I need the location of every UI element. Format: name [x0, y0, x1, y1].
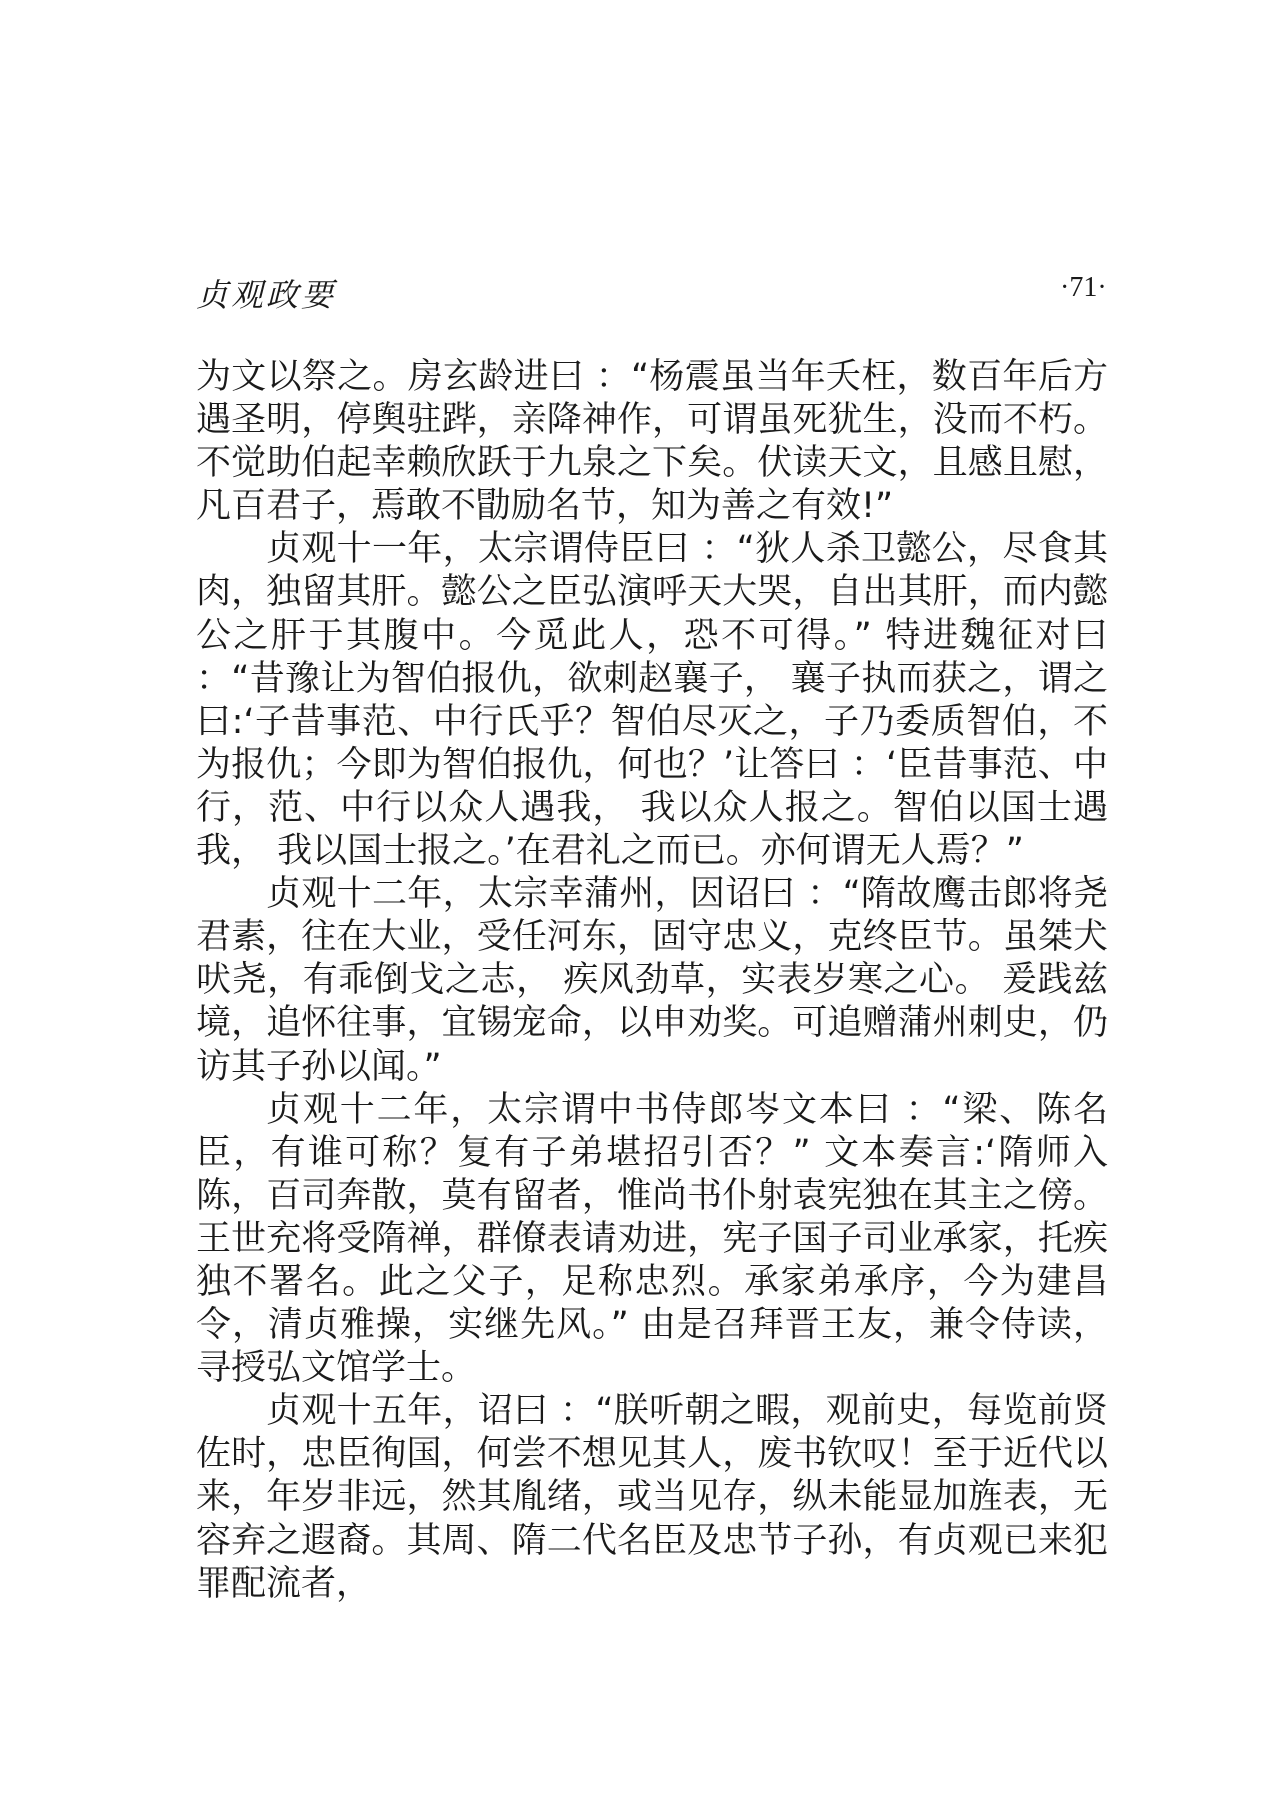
paragraph-continued: 为文以祭之。房玄龄进曰 ：“杨震虽当年夭枉，数百年后方遇圣明，停舆驻跸，亲降神作，可谓虽死犹生，没而不朽。不觉助伯起幸赖欣跃于九泉之下矣。伏读天文，且感且慰，凡百君子，焉敢不勖励名节，知为善之有效!” [196, 357, 1108, 527]
page-number: ·71· [1060, 272, 1107, 303]
running-title: 贞观政要 [196, 276, 337, 314]
paragraph-zhenguan-12-puzhou: 贞观十二年，太宗幸蒲州，因诏曰 ：“隋故鹰击郎将尧君素，往在大业，受任河东，固守忠义，克终臣节。虽桀犬吠尧，有乖倒戈之志， 疾风劲草，实表岁寒之心。 爰践兹境，追怀往事，宜锡宠命，以申劝奖。可追赠蒲州刺史，仍访其子孙以闻。” [196, 874, 1108, 1087]
paragraph-zhenguan-12-cenwenben: 贞观十二年，太宗谓中书侍郎岑文本曰 ：“梁、陈名臣，有谁可称？复有子弟堪招引否？” 文本奏言:‘隋师入陈，百司奔散，莫有留者，惟尚书仆射袁宪独在其主之傍。王世充将受隋禅，群僚表请劝进，宪子国子司业承家，托疾独不署名。此之父子，足称忠烈。承家弟承序，今为建昌令，清贞雅操，实继先风。” 由是召拜晋王友，兼令侍读，寻授弘文馆学士。 [196, 1089, 1108, 1389]
paragraph-zhenguan-15: 贞观十五年，诏曰 ：“朕听朝之暇，观前史，每览前贤佐时，忠臣徇国，何尝不想见其人，废书钦叹！至于近代以来，年岁非远，然其胤绪，或当见存，纵未能显加旌表，无容弃之遐裔。其周、隋二代名臣及忠节子孙，有贞观已来犯罪配流者， [196, 1391, 1108, 1604]
paragraph-zhenguan-11: 贞观十一年，太宗谓侍臣曰 ：“狄人杀卫懿公，尽食其肉，独留其肝。懿公之臣弘演呼天大哭，自出其肝，而内懿公之肝于其腹中。今觅此人，恐不可得。” 特进魏征对曰 ：“昔豫让为智伯报仇，欲刺赵襄子， 襄子执而获之，谓之曰:‘子昔事范、中行氏乎？智伯尽灭之，子乃委质智伯，不为报仇；今即为智伯报仇，何也？’让答曰 ：‘臣昔事范、中行，范、中行以众人遇我， 我以众人报之。智伯以国士遇我， 我以国士报之。’在君礼之而已。亦何谓无人焉？” [196, 529, 1108, 872]
body-text [196, 356, 1108, 1606]
